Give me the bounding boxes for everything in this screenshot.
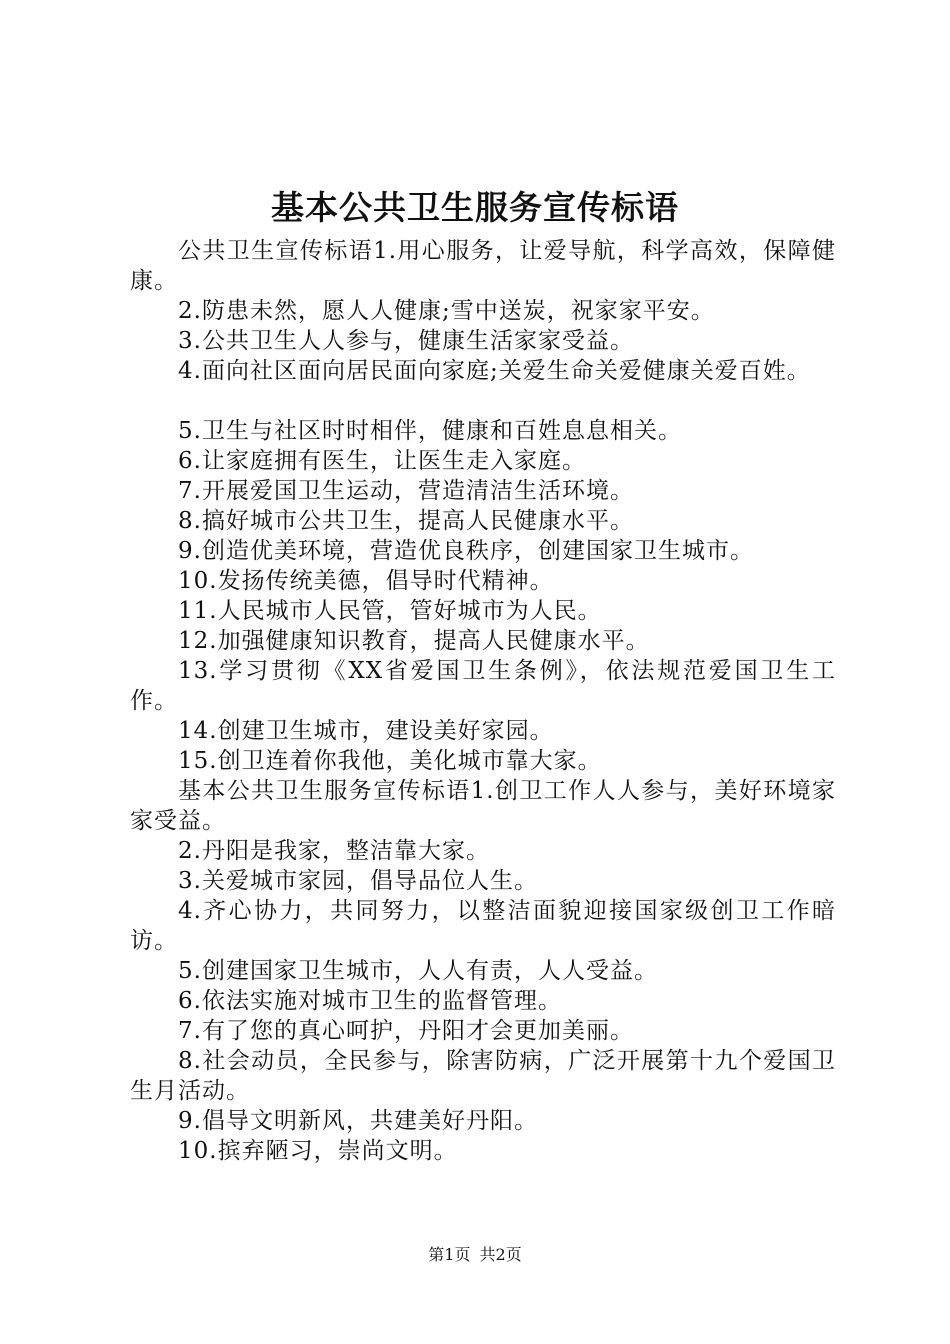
paragraph: 11.人民城市人民管，管好城市为人民。 — [178, 598, 602, 624]
paragraph: 14.创建卫生城市，建设美好家园。 — [178, 718, 554, 744]
paragraph: 5.卫生与社区时时相伴，健康和百姓息息相关。 — [178, 418, 682, 444]
paragraph: 12.加强健康知识教育，提高人民健康水平。 — [178, 628, 650, 654]
paragraph: 3.公共卫生人人参与，健康生活家家受益。 — [178, 328, 634, 354]
paragraph: 9.倡导文明新风，共建美好丹阳。 — [178, 1108, 538, 1134]
paragraph: 基本公共卫生服务宣传标语1.创卫工作人人参与，美好环境家家受益。 — [130, 778, 836, 834]
paragraph: 4.面向社区面向居民面向家庭;关爱生命关爱健康关爱百姓。 — [178, 358, 811, 384]
paragraph: 10.发扬传统美德，倡导时代精神。 — [178, 568, 554, 594]
paragraph: 7.开展爱国卫生运动，营造清洁生活环境。 — [178, 478, 634, 504]
paragraph: 6.让家庭拥有医生，让医生走入家庭。 — [178, 448, 586, 474]
paragraph: 3.关爱城市家园，倡导品位人生。 — [178, 868, 538, 894]
paragraph: 5.创建国家卫生城市，人人有责，人人受益。 — [178, 958, 658, 984]
paragraph: 8.社会动员，全民参与，除害防病，广泛开展第十九个爱国卫生月活动。 — [130, 1048, 836, 1104]
paragraph: 15.创卫连着你我他，美化城市靠大家。 — [178, 748, 602, 774]
paragraph: 2.防患未然，愿人人健康;雪中送炭，祝家家平安。 — [178, 298, 715, 324]
paragraph: 2.丹阳是我家，整洁靠大家。 — [178, 838, 490, 864]
page-total: 共2页 — [479, 1245, 522, 1264]
page-number: 第1页 — [428, 1245, 471, 1264]
paragraph: 9.创造优美环境，营造优良秩序，创建国家卫生城市。 — [178, 538, 754, 564]
page-footer — [0, 1244, 950, 1266]
document-body — [130, 236, 836, 1166]
paragraph: 7.有了您的真心呵护，丹阳才会更加美丽。 — [178, 1018, 634, 1044]
paragraph: 10.摈弃陋习，崇尚文明。 — [178, 1138, 458, 1164]
paragraph: 公共卫生宣传标语1.用心服务，让爱导航，科学高效，保障健康。 — [130, 238, 836, 294]
paragraph: 13.学习贯彻《XX省爱国卫生条例》，依法规范爱国卫生工作。 — [130, 658, 836, 714]
paragraph: 4.齐心协力，共同努力，以整洁面貌迎接国家级创卫工作暗访。 — [130, 898, 836, 954]
document-title: 基本公共卫生服务宣传标语 — [271, 188, 679, 227]
paragraph: 6.依法实施对城市卫生的监督管理。 — [178, 988, 562, 1014]
paragraph: 8.搞好城市公共卫生，提高人民健康水平。 — [178, 508, 634, 534]
